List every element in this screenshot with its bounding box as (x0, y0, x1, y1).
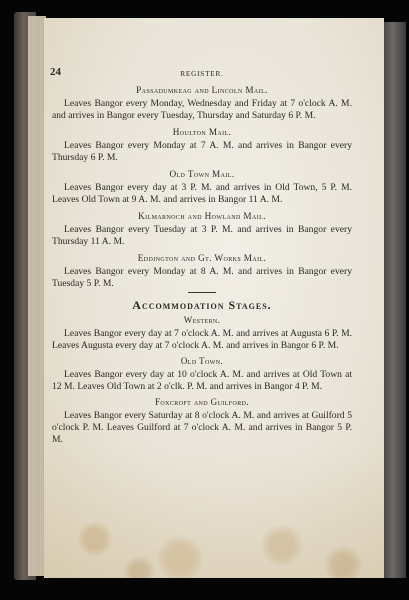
stage-text-foxcroft: Leaves Bangor every Saturday at 8 o'clock A. M. and arrives at Guilford 5 o'clock P. M. Leaves Guilford at 7 o'clock A. M. and arrives in Bangor 5 P. M. (52, 410, 352, 445)
mail-text-eddington: Leaves Bangor every Monday at 8 A. M. and arrives in Bangor every Tuesday 5 P. M. (52, 266, 352, 289)
running-head (52, 66, 352, 80)
mail-heading-kilmarnoch: Kilmarnoch and Howland Mail. (138, 211, 266, 221)
stage-heading-foxcroft: Foxcroft and Guilford. (154, 397, 250, 407)
mail-heading-old-town: Old Town Mail. (169, 169, 235, 179)
page-number: 24 (50, 66, 61, 78)
mail-text-old-town: Leaves Bangor every day at 3 P. M. and arrives in Old Town, 5 P. M. Leaves Old Town at 9 A. M. and arrives in Bangor 11 A. M. (52, 182, 352, 205)
stage-heading-western: Western. (183, 315, 221, 325)
accommodation-stages-heading: Accommodation Stages. (132, 298, 272, 312)
mail-text-passadumkeag: Leaves Bangor every Monday, Wednesday and Friday at 7 o'clock A. M. and arrives in Bangor every Tuesday, Thursday and Saturday 6 P. M. (52, 98, 352, 121)
page-text (52, 36, 352, 446)
stage-text-western: Leaves Bangor every day at 7 o'clock A. M. and arrives at Augusta 6 P. M. Leaves Augusta every day at 7 o'clock A. M. and arrives in Bangor 6 P. M. (52, 328, 352, 351)
mail-heading-passadumkeag: Passadumkeag and Lincoln Mail. (136, 85, 268, 95)
section-rule (188, 292, 216, 293)
mail-text-houlton: Leaves Bangor every Monday at 7 A. M. and arrives in Bangor every Thursday 6 P. M. (52, 140, 352, 163)
back-cover-edge (384, 22, 406, 578)
stage-text-old-town: Leaves Bangor every day at 10 o'clock A. M. and arrives at Old Town at 12 M. Leaves Old Town at 2 o'clk. P. M. and arrives in Bangor 4 P. M. (52, 369, 352, 392)
mail-heading-houlton: Houlton Mail. (172, 127, 232, 137)
mail-heading-eddington: Eddington and Gt. Works Mail. (137, 253, 267, 263)
stage-heading-old-town: Old Town. (180, 356, 224, 366)
running-title: REGISTER. (180, 70, 224, 78)
mail-text-kilmarnoch: Leaves Bangor every Tuesday at 3 P. M. and arrives in Bangor every Thursday 11 A. M. (52, 224, 352, 247)
